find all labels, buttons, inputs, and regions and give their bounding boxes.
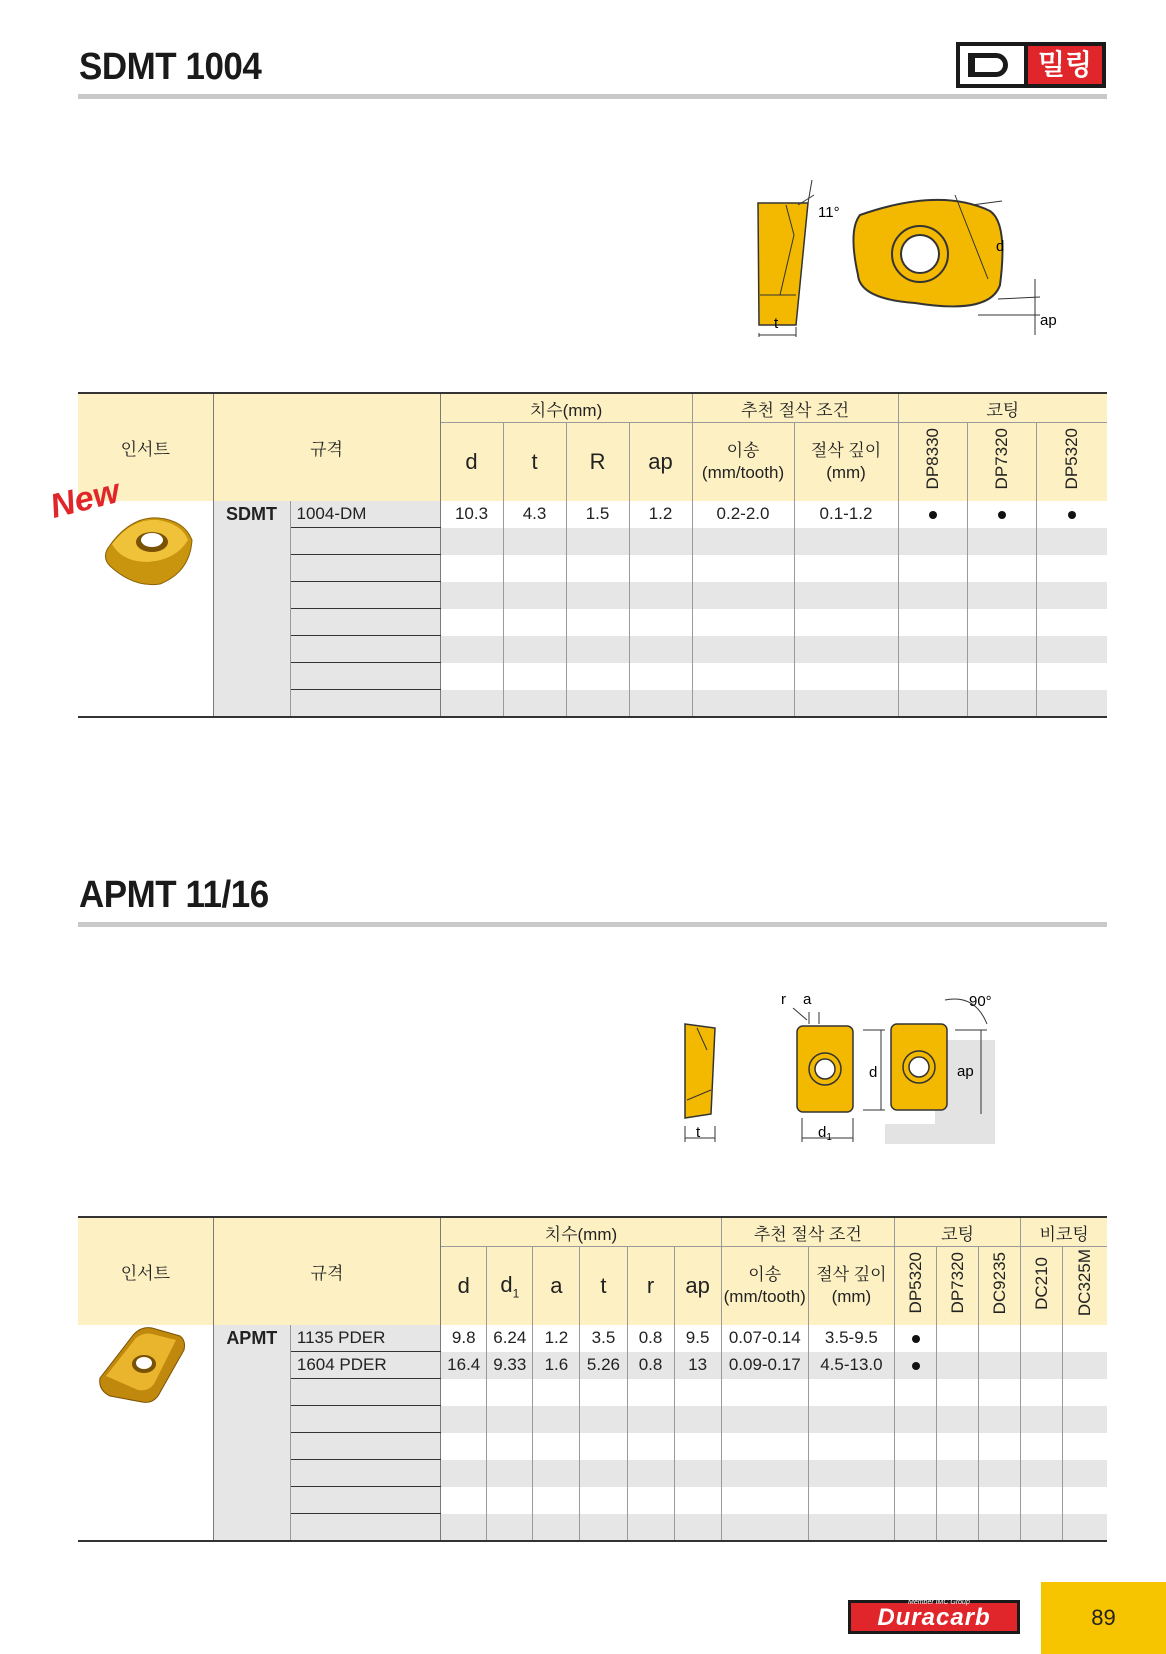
spec-name: 1004-DM <box>290 501 440 528</box>
d-label-2: d <box>869 1064 878 1081</box>
cell-d <box>441 1460 487 1487</box>
col-depth <box>794 423 898 502</box>
col-grade2-0 <box>894 1247 936 1326</box>
cell-ap: 9.5 <box>674 1325 721 1352</box>
cell-t <box>580 1379 627 1406</box>
availability-dot-icon <box>998 511 1006 519</box>
cell-R <box>566 663 629 690</box>
spec-name <box>290 609 440 636</box>
cell-ap <box>674 1514 721 1542</box>
spec-header: 규격 <box>213 393 440 501</box>
grade-cell <box>1063 1379 1107 1406</box>
cell-R <box>566 636 629 663</box>
feed-line1: 이송 <box>748 1265 782 1284</box>
grade-cell <box>898 609 967 636</box>
cell-t: 3.5 <box>580 1325 627 1352</box>
cell-d: 9.8 <box>441 1325 487 1352</box>
grade-cell <box>1063 1514 1107 1542</box>
cell-d <box>440 663 503 690</box>
grade-cell <box>979 1433 1021 1460</box>
sdmt-insert-diagram <box>740 175 1070 345</box>
spec-name: 1135 PDER <box>290 1325 440 1352</box>
grade-cell <box>894 1406 936 1433</box>
col-feed-2 <box>721 1247 808 1326</box>
cell-ap <box>629 690 692 718</box>
cell-ap: 1.2 <box>629 501 692 528</box>
milling-logo <box>956 42 1106 88</box>
grade-cell <box>937 1325 979 1352</box>
depth-line1: 절삭 깊이 <box>816 1265 887 1284</box>
grade-cell <box>1063 1352 1107 1379</box>
col-grade2-4 <box>1063 1247 1107 1326</box>
cell-d <box>440 636 503 663</box>
cell-t <box>580 1433 627 1460</box>
grade-cell <box>894 1487 936 1514</box>
spec-name <box>290 1460 440 1487</box>
feed-line1: 이송 <box>726 441 760 460</box>
cell-feed: 0.2-2.0 <box>692 501 794 528</box>
angle-label-2: 90° <box>969 993 992 1010</box>
cut-group-header: 추천 절삭 조건 <box>692 393 898 423</box>
cell-r <box>627 1406 674 1433</box>
cell-a: 1.2 <box>533 1325 580 1352</box>
cell-depth <box>794 609 898 636</box>
cell-a <box>533 1460 580 1487</box>
grade-cell <box>967 663 1036 690</box>
cell-d <box>440 582 503 609</box>
cell-ap <box>674 1460 721 1487</box>
cell-t <box>503 582 566 609</box>
cell-R <box>566 690 629 718</box>
col-depth-2 <box>808 1247 894 1326</box>
col-feed <box>692 423 794 502</box>
cell-feed <box>692 582 794 609</box>
cell-r <box>627 1433 674 1460</box>
col-d-2: d <box>441 1247 487 1326</box>
cell-R <box>566 582 629 609</box>
title-underline-2 <box>78 922 1107 927</box>
uncoat-group-header: 비코팅 <box>1021 1217 1107 1247</box>
grade-cell <box>967 555 1036 582</box>
t-label: t <box>774 315 779 332</box>
grade-cell <box>967 501 1036 528</box>
cell-a <box>533 1379 580 1406</box>
grade-cell <box>894 1325 936 1352</box>
cell-ap <box>674 1406 721 1433</box>
spec-name <box>290 528 440 555</box>
cell-depth <box>808 1514 894 1542</box>
d-label: d <box>996 238 1005 255</box>
cell-depth <box>794 528 898 555</box>
cell-t <box>503 690 566 718</box>
cell-depth <box>794 663 898 690</box>
cell-t <box>580 1487 627 1514</box>
grade-cell <box>1063 1487 1107 1514</box>
cell-feed <box>692 528 794 555</box>
duracarb-logo <box>848 1600 1020 1634</box>
grade-cell <box>1021 1352 1063 1379</box>
col-R: R <box>566 423 629 502</box>
series-label: APMT <box>213 1325 290 1541</box>
cell-d: 10.3 <box>440 501 503 528</box>
cell-feed <box>721 1379 808 1406</box>
grade-cell <box>979 1487 1021 1514</box>
grade-cell <box>967 690 1036 718</box>
cell-feed <box>721 1460 808 1487</box>
cell-ap <box>674 1379 721 1406</box>
grade-cell <box>937 1487 979 1514</box>
col-d: d <box>440 423 503 502</box>
d1-label: $d_1$ <box>818 1124 832 1143</box>
grade-label: DP7320 <box>991 428 1011 490</box>
cell-t: 5.26 <box>580 1352 627 1379</box>
depth-line1: 절삭 깊이 <box>810 441 882 460</box>
grade-cell <box>894 1352 936 1379</box>
col-grade2-2 <box>979 1247 1021 1326</box>
cell-d <box>441 1406 487 1433</box>
spec-name <box>290 555 440 582</box>
cell-t <box>580 1514 627 1542</box>
cell-d <box>440 555 503 582</box>
grade-cell <box>898 555 967 582</box>
t-label-2: t <box>696 1124 701 1141</box>
grade-cell <box>1021 1433 1063 1460</box>
grade-cell <box>1036 528 1107 555</box>
coat-group-header-2: 코팅 <box>894 1217 1020 1247</box>
grade-cell <box>898 636 967 663</box>
availability-dot-icon <box>929 511 937 519</box>
coat-group-header: 코팅 <box>898 393 1107 423</box>
page-title-sdmt: SDMT 1004 <box>79 46 262 88</box>
cell-d1: 9.33 <box>487 1352 533 1379</box>
a-label: a <box>803 991 812 1008</box>
grade-cell <box>1021 1514 1063 1542</box>
cell-t <box>580 1406 627 1433</box>
grade-cell <box>967 636 1036 663</box>
cell-d1: 6.24 <box>487 1325 533 1352</box>
cell-feed: 0.09-0.17 <box>721 1352 808 1379</box>
grade-cell <box>979 1514 1021 1542</box>
spec-name <box>290 1487 440 1514</box>
cell-d1 <box>487 1379 533 1406</box>
cell-d: 16.4 <box>441 1352 487 1379</box>
grade-cell <box>967 609 1036 636</box>
ap-label: ap <box>1040 312 1057 329</box>
cell-r <box>627 1379 674 1406</box>
col-grade2-1 <box>937 1247 979 1326</box>
cell-feed <box>721 1406 808 1433</box>
grade-cell <box>937 1433 979 1460</box>
grade-cell <box>937 1460 979 1487</box>
cell-depth <box>808 1433 894 1460</box>
grade-cell <box>1063 1460 1107 1487</box>
feed-line2: (mm/tooth) <box>701 463 785 482</box>
grade-cell <box>894 1460 936 1487</box>
cell-ap <box>629 609 692 636</box>
brand-text: Duracarb <box>851 1603 1017 1631</box>
col-t: t <box>503 423 566 502</box>
sdmt-insert-image <box>100 510 200 590</box>
col-grade-0 <box>898 423 967 502</box>
logo-text: 밀링 <box>1028 46 1102 84</box>
grade-cell <box>1036 501 1107 528</box>
cell-d <box>440 528 503 555</box>
cell-depth <box>794 636 898 663</box>
spec-name <box>290 1406 440 1433</box>
cell-t <box>503 528 566 555</box>
grade-cell <box>898 663 967 690</box>
title-underline <box>78 94 1107 99</box>
grade-cell <box>1036 555 1107 582</box>
d-logo-icon <box>968 53 1008 77</box>
cell-feed <box>721 1514 808 1542</box>
cell-feed <box>721 1433 808 1460</box>
grade-cell <box>1021 1460 1063 1487</box>
grade-cell <box>1021 1379 1063 1406</box>
cut-group-header-2: 추천 절삭 조건 <box>721 1217 894 1247</box>
col-grade-2 <box>1036 423 1107 502</box>
col-ap: ap <box>629 423 692 502</box>
cell-feed <box>692 609 794 636</box>
spec-name <box>290 636 440 663</box>
cell-feed: 0.07-0.14 <box>721 1325 808 1352</box>
cell-t <box>503 636 566 663</box>
cell-d1 <box>487 1514 533 1542</box>
grade-cell <box>898 582 967 609</box>
grade-cell <box>894 1514 936 1542</box>
cell-d1 <box>487 1487 533 1514</box>
grade-cell <box>1021 1325 1063 1352</box>
grade-cell <box>1036 690 1107 718</box>
grade-cell <box>1036 663 1107 690</box>
cell-r <box>627 1514 674 1542</box>
cell-depth <box>808 1379 894 1406</box>
spec-name <box>290 1379 440 1406</box>
cell-R <box>566 555 629 582</box>
grade-label: DC210 <box>1031 1256 1051 1310</box>
grade-cell <box>1063 1433 1107 1460</box>
grade-cell <box>894 1379 936 1406</box>
cell-feed <box>692 555 794 582</box>
apmt-insert-diagram <box>675 990 1075 1160</box>
grade-cell <box>979 1352 1021 1379</box>
cell-d <box>440 609 503 636</box>
series-label: SDMT <box>213 501 290 717</box>
cell-R: 1.5 <box>566 501 629 528</box>
new-badge: New <box>46 472 124 526</box>
availability-dot-icon <box>912 1335 920 1343</box>
grade-cell <box>1036 582 1107 609</box>
grade-cell <box>979 1379 1021 1406</box>
angle-label: 11° <box>818 204 840 221</box>
table-row <box>78 1325 1107 1352</box>
cell-t: 4.3 <box>503 501 566 528</box>
grade-cell <box>1063 1406 1107 1433</box>
col-grade-1 <box>967 423 1036 502</box>
cell-a <box>533 1406 580 1433</box>
cell-d1 <box>487 1460 533 1487</box>
cell-r: 0.8 <box>627 1325 674 1352</box>
grade-label: DP8330 <box>922 428 942 490</box>
grade-cell <box>979 1460 1021 1487</box>
spec-name <box>290 690 440 718</box>
grade-cell <box>979 1406 1021 1433</box>
cell-depth <box>808 1406 894 1433</box>
grade-label: DP5320 <box>1061 428 1081 490</box>
cell-d <box>441 1433 487 1460</box>
col-d1: $d_1$ <box>487 1247 533 1326</box>
col-r: r <box>627 1247 674 1326</box>
cell-d1 <box>487 1406 533 1433</box>
cell-R <box>566 528 629 555</box>
cell-R <box>566 609 629 636</box>
col-t-2: t <box>580 1247 627 1326</box>
grade-cell <box>937 1514 979 1542</box>
cell-depth <box>808 1460 894 1487</box>
grade-cell <box>1063 1325 1107 1352</box>
col-grade2-3 <box>1021 1247 1063 1326</box>
cell-depth: 4.5-13.0 <box>808 1352 894 1379</box>
cell-depth <box>794 555 898 582</box>
availability-dot-icon <box>1068 511 1076 519</box>
grade-cell <box>1036 636 1107 663</box>
cell-t <box>503 663 566 690</box>
spec-name: 1604 PDER <box>290 1352 440 1379</box>
cell-depth: 0.1-1.2 <box>794 501 898 528</box>
brand-subtitle: Member IMC Group <box>908 1599 970 1606</box>
r-label: r <box>781 991 786 1008</box>
cell-feed <box>692 663 794 690</box>
depth-line2: (mm) <box>831 1287 872 1306</box>
cell-t <box>503 609 566 636</box>
grade-cell <box>1036 609 1107 636</box>
col-ap-2: ap <box>674 1247 721 1326</box>
grade-cell <box>937 1352 979 1379</box>
apmt-spec-table <box>78 1216 1107 1542</box>
insert-header-2: 인서트 <box>78 1217 213 1325</box>
grade-cell <box>967 528 1036 555</box>
cell-a <box>533 1433 580 1460</box>
availability-dot-icon <box>912 1362 920 1370</box>
cell-depth: 3.5-9.5 <box>808 1325 894 1352</box>
cell-a <box>533 1487 580 1514</box>
grade-label: DC325M <box>1075 1249 1095 1317</box>
grade-cell <box>937 1379 979 1406</box>
cell-ap <box>629 636 692 663</box>
insert-header: 인서트 <box>78 393 213 501</box>
cell-depth <box>794 582 898 609</box>
cell-r: 0.8 <box>627 1352 674 1379</box>
apmt-insert-image <box>96 1320 192 1410</box>
dims-group-header: 치수(mm) <box>440 393 692 423</box>
spec-name <box>290 1514 440 1542</box>
col-a: a <box>533 1247 580 1326</box>
grade-cell <box>1021 1487 1063 1514</box>
dims-group-header-2: 치수(mm) <box>441 1217 721 1247</box>
cell-a <box>533 1514 580 1542</box>
table-row <box>78 501 1107 528</box>
cell-t <box>503 555 566 582</box>
grade-cell <box>937 1406 979 1433</box>
cell-r <box>627 1460 674 1487</box>
cell-t <box>580 1460 627 1487</box>
cell-ap: 13 <box>674 1352 721 1379</box>
sdmt-spec-table <box>78 392 1107 718</box>
cell-r <box>627 1487 674 1514</box>
grade-cell <box>898 501 967 528</box>
depth-line2: (mm) <box>826 463 866 482</box>
ap-label-2: ap <box>957 1063 974 1080</box>
cell-ap <box>629 582 692 609</box>
grade-cell <box>979 1325 1021 1352</box>
cell-depth <box>794 690 898 718</box>
grade-cell <box>1021 1406 1063 1433</box>
cell-feed <box>692 636 794 663</box>
cell-feed <box>721 1487 808 1514</box>
cell-d <box>440 690 503 718</box>
spec-name <box>290 582 440 609</box>
cell-d <box>441 1379 487 1406</box>
spec-name <box>290 663 440 690</box>
grade-cell <box>898 690 967 718</box>
grade-label: DC9235 <box>989 1251 1009 1315</box>
page-number: 89 <box>1091 1605 1116 1630</box>
cell-ap <box>674 1487 721 1514</box>
cell-ap <box>629 528 692 555</box>
spec-name <box>290 1433 440 1460</box>
page-title-apmt: APMT 11/16 <box>79 874 269 916</box>
cell-ap <box>629 555 692 582</box>
grade-label: DP5320 <box>905 1252 925 1314</box>
cell-ap <box>674 1433 721 1460</box>
spec-header-2: 규격 <box>213 1217 440 1325</box>
cell-feed <box>692 690 794 718</box>
cell-depth <box>808 1487 894 1514</box>
cell-a: 1.6 <box>533 1352 580 1379</box>
cell-d <box>441 1514 487 1542</box>
cell-d1 <box>487 1433 533 1460</box>
feed-line2: (mm/tooth) <box>723 1287 806 1306</box>
grade-cell <box>894 1433 936 1460</box>
grade-cell <box>898 528 967 555</box>
grade-label: DP7320 <box>947 1252 967 1314</box>
cell-d <box>441 1487 487 1514</box>
grade-cell <box>967 582 1036 609</box>
cell-ap <box>629 663 692 690</box>
